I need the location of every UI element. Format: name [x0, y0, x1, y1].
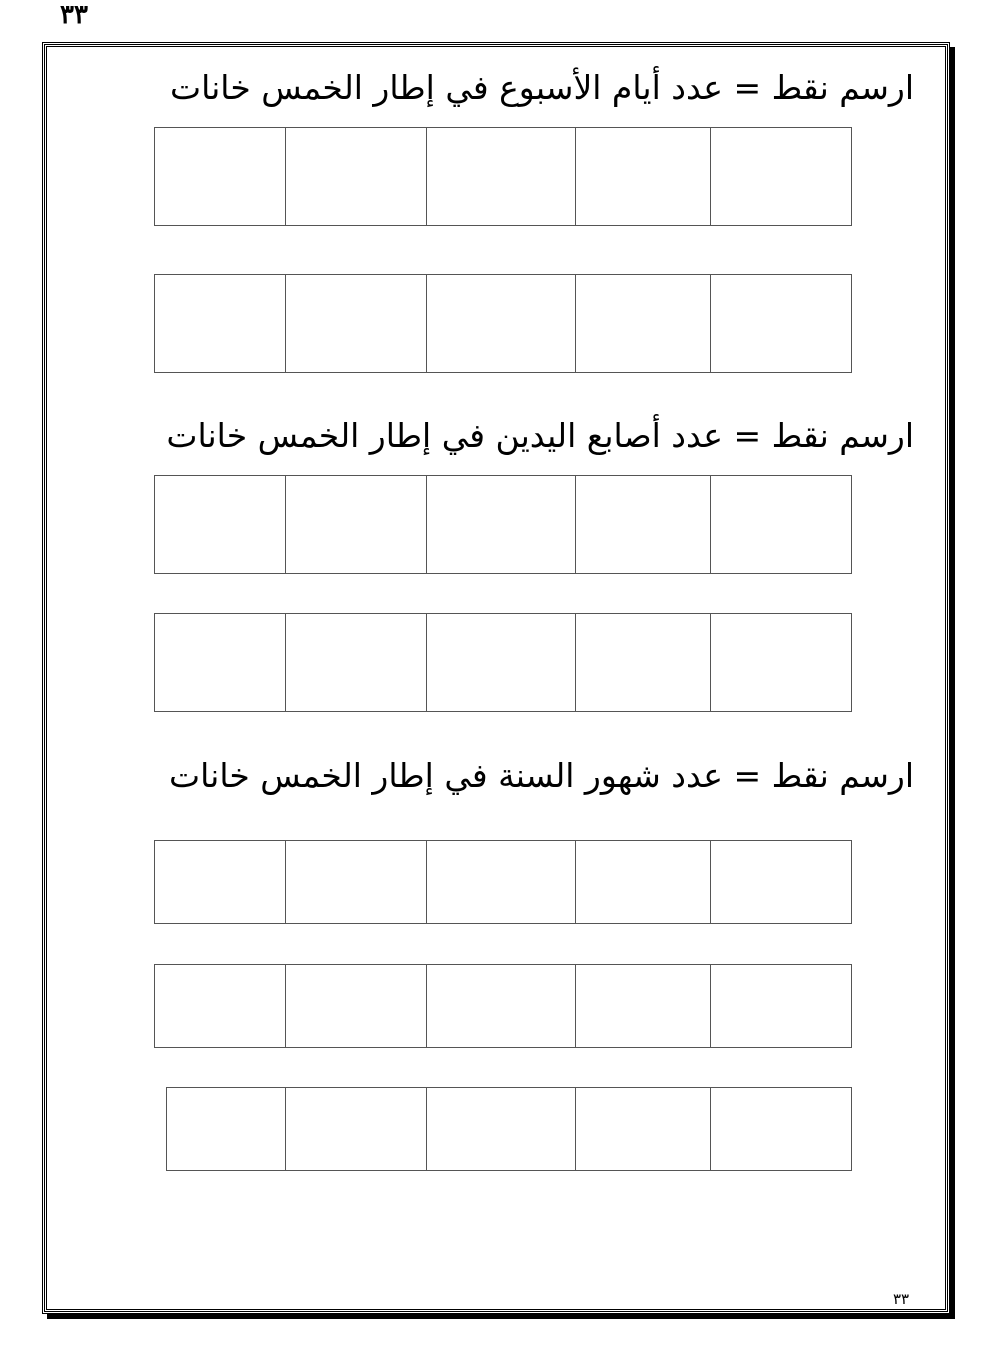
frame-cell[interactable] [155, 275, 286, 372]
frame-cell[interactable] [711, 1088, 852, 1170]
five-frame-row [154, 840, 852, 924]
frame-cell[interactable] [427, 965, 576, 1047]
frame-cell[interactable] [427, 476, 576, 573]
frame-cell[interactable] [576, 275, 711, 372]
five-frame-row [154, 274, 852, 373]
frame-cell[interactable] [576, 614, 711, 711]
frame-cell[interactable] [427, 614, 576, 711]
frame-cell[interactable] [155, 128, 286, 225]
frame-cell[interactable] [286, 476, 427, 573]
page-number-top: ٣٣ [60, 0, 88, 30]
instruction-fingers: ارسم نقط = عدد أصابع اليدين في إطار الخمس خانات [166, 416, 914, 455]
five-frame-row [154, 613, 852, 712]
frame-cell[interactable] [286, 965, 427, 1047]
frame-cell[interactable] [286, 275, 427, 372]
instruction-days-of-week: ارسم نقط = عدد أيام الأسبوع في إطار الخمس خانات [170, 68, 914, 107]
five-frame-row [154, 475, 852, 574]
frame-cell[interactable] [427, 841, 576, 923]
frame-cell[interactable] [427, 1088, 576, 1170]
frame-cell[interactable] [576, 841, 711, 923]
frame-cell[interactable] [576, 128, 711, 225]
frame-cell[interactable] [576, 1088, 711, 1170]
page-number-bottom: ٣٣ [893, 1290, 910, 1308]
frame-cell[interactable] [155, 841, 286, 923]
frame-cell[interactable] [286, 1088, 427, 1170]
instruction-months: ارسم نقط = عدد شهور السنة في إطار الخمس خانات [169, 756, 914, 795]
frame-cell[interactable] [711, 476, 852, 573]
frame-cell[interactable] [711, 614, 852, 711]
frame-cell[interactable] [576, 965, 711, 1047]
frame-cell[interactable] [711, 128, 852, 225]
frame-cell[interactable] [155, 614, 286, 711]
frame-cell[interactable] [286, 128, 427, 225]
frame-cell[interactable] [155, 965, 286, 1047]
five-frame-row [154, 127, 852, 226]
five-frame-row [166, 1087, 852, 1171]
frame-cell[interactable] [286, 614, 427, 711]
frame-cell[interactable] [711, 841, 852, 923]
frame-cell[interactable] [576, 476, 711, 573]
frame-cell[interactable] [711, 275, 852, 372]
frame-cell[interactable] [286, 841, 427, 923]
frame-cell[interactable] [427, 275, 576, 372]
five-frame-row [154, 964, 852, 1048]
frame-cell[interactable] [427, 128, 576, 225]
frame-cell[interactable] [167, 1088, 286, 1170]
frame-cell[interactable] [711, 965, 852, 1047]
frame-cell[interactable] [155, 476, 286, 573]
